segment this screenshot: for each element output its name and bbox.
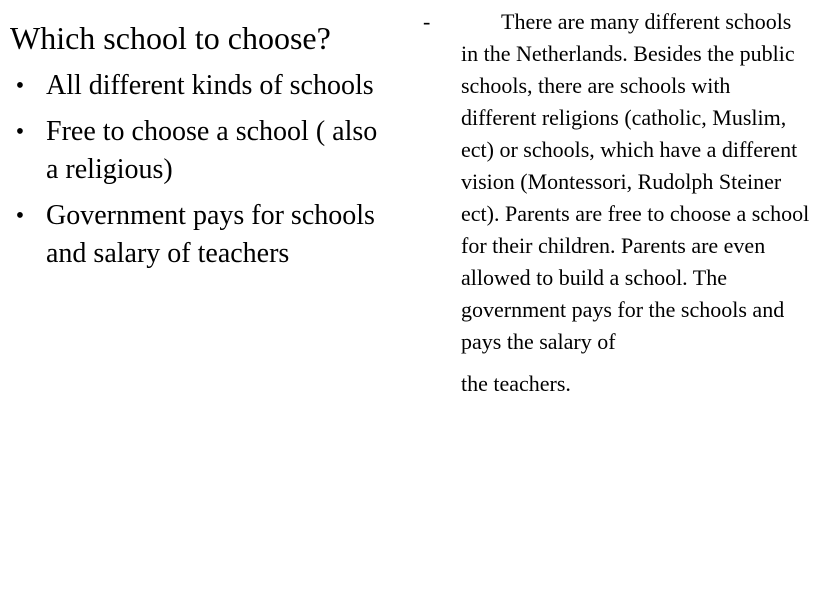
body-paragraph-text: There are many different schools in the Netherlands. Besides the public schools, there are schools with different religions (catholic, Muslim, ect) or schools, which have a different vision (Montessori, Rudolph Steiner ect). Parents are free to choose a school for their children. Parents are even allowed to build a school. The government pays for the schools and pays the salary of <box>461 9 810 354</box>
bullet-item <box>10 67 390 105</box>
bullet-dot-icon: • <box>15 203 25 229</box>
bullet-item <box>10 113 390 189</box>
bullet-list <box>10 67 390 281</box>
body-paragraph-tail: the teachers. <box>461 371 571 396</box>
bullet-text: Free to choose a school ( also a religious) <box>46 116 378 185</box>
bullet-text: All different kinds of schools <box>46 70 374 101</box>
bullet-dot-icon: • <box>15 119 25 145</box>
bullet-text: Government pays for schools and salary of teachers <box>46 200 375 269</box>
body-paragraph <box>461 6 811 400</box>
slide-title: Which school to choose? <box>10 20 331 56</box>
bullet-dot-icon: • <box>15 73 25 99</box>
dash-marker: - <box>423 9 431 34</box>
bullet-item <box>10 197 390 273</box>
